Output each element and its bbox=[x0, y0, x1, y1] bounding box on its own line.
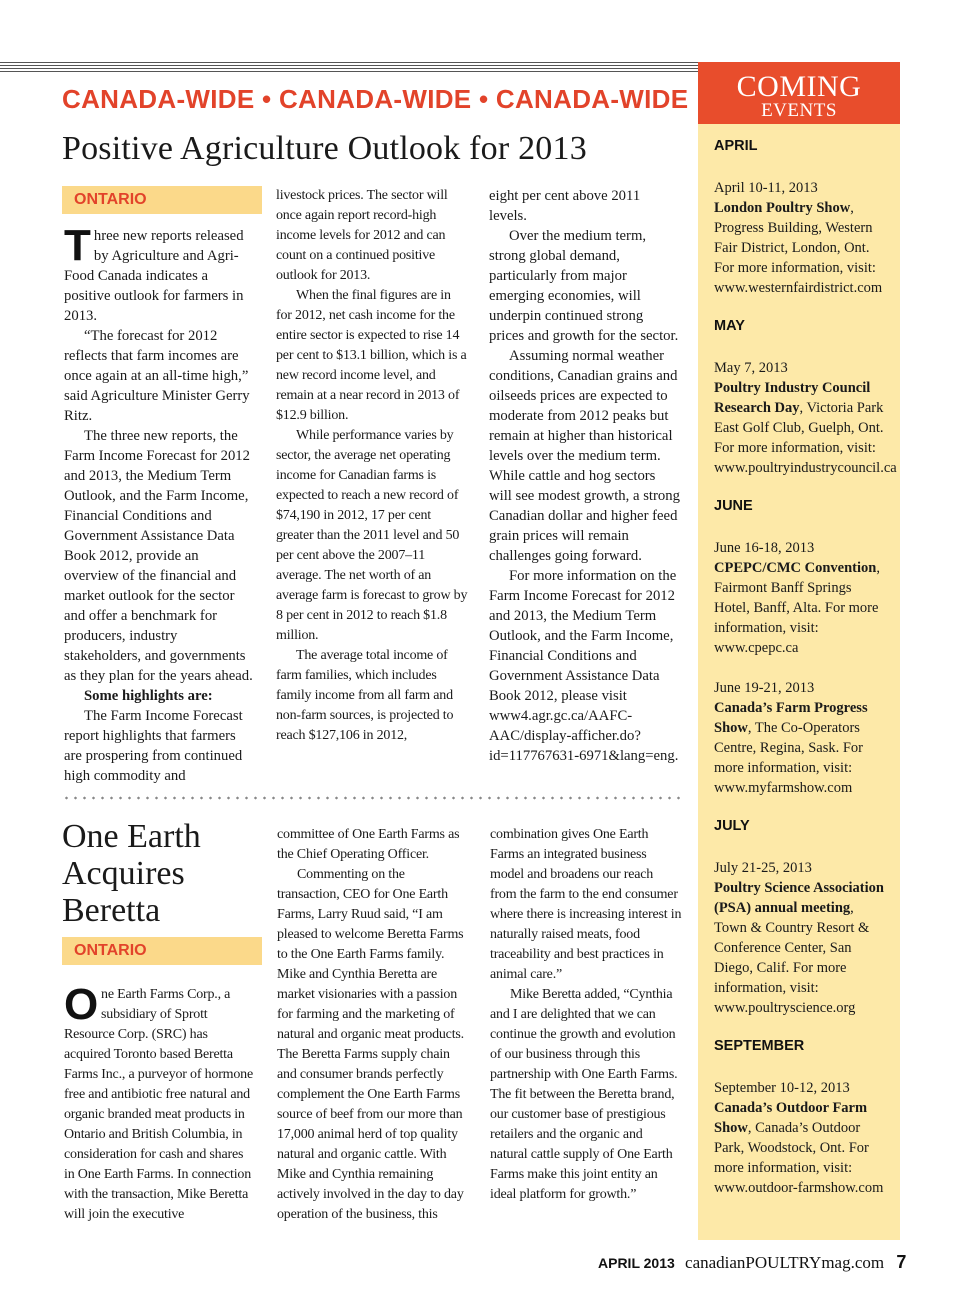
month-september: SEPTEMBER bbox=[714, 1038, 805, 1054]
coming-events-sidebar bbox=[698, 62, 900, 1240]
dotted-divider bbox=[62, 796, 682, 800]
month-may: MAY bbox=[714, 318, 745, 334]
article1-column-1: Three new reports released by Agriculture and Agri-Food Canada indicates a positive outlook for farmers in 2013. “The forecast for 2012 reflects that farm incomes are once again at an all-time high,” said Agriculture Minister Gerry Ritz. The three new reports, the Farm Income Forecast for 2012 and 2013, the Medium Term Outlook, and the Farm Income, Financial Conditions and Government Assistance Data Book 2012, provide an overview of the financial and market outlook for the sector and offer a benchmark for producers, industry stakeholders, and governments as they plan for the years ahead. Some highlights are: The Farm Income Forecast report highlights that farmers are prospering from continued high commodity and bbox=[64, 226, 256, 786]
page-number: 7 bbox=[896, 1252, 907, 1272]
page-footer bbox=[598, 1252, 906, 1273]
dropcap: O bbox=[64, 980, 99, 1029]
article2-region-tag: ONTARIO bbox=[62, 937, 262, 965]
top-rule-lines bbox=[0, 62, 700, 74]
article2-column-1: One Earth Farms Corp., a subsidiary of Sprott Resource Corp. (SRC) has acquired Toronto based Beretta Farms Inc., a purveyor of hormone free and antibiotic free natural and organic branded meat products in Ontario and British Columbia, in consideration for cash and shares in One Earth Farms. In connection with the transaction, Mike Beretta will join the executive bbox=[64, 980, 253, 1222]
event-item: June 19-21, 2013 Canada’s Farm Progress Show, The Co-Operators Centre, Regina, Sask. For more information, visit: www.myfarmshow.com bbox=[714, 680, 868, 796]
section-banner: CANADA-WIDE • CANADA-WIDE • CANADA-WIDE bbox=[62, 84, 689, 114]
article2-column-2: committee of One Earth Farms as the Chief Operating Officer. Commenting on the transaction, CEO for One Earth Farms, Larry Ruud said, “I am pleased to welcome Beretta Farms to the One Earth Farms family. Mike and Cynthia Beretta are market visionaries with a passion for farming and the marketing of natural and organic meat products. The Beretta Farms supply chain and consumer brands perfectly complement the One Earth Farms source of beef from our more than 17,000 animal herd of top quality natural and organic cattle. With Mike and Cynthia remaining actively involved in the day to day operation of the business, this bbox=[277, 827, 464, 1222]
dropcap: T bbox=[64, 221, 91, 270]
highlights-heading: Some highlights are: bbox=[84, 688, 213, 704]
event-item: May 7, 2013 Poultry Industry Council Research Day, Victoria Park East Golf Club, Guelph, Ont. For more information, visit: www.poultryindustrycouncil.ca bbox=[714, 360, 897, 476]
month-april: APRIL bbox=[714, 138, 758, 154]
event-item: April 10-11, 2013 London Poultry Show, Progress Building, Western Fair District, London, Ont. For more information, visit: www.westernfairdistrict.com bbox=[714, 180, 883, 296]
event-item: July 21-25, 2013 Poultry Science Association (PSA) annual meeting, Town & Country Resort & Conference Center, San Diego, Calif. For more information, visit: www.poultryscience.org bbox=[714, 860, 884, 1016]
event-item: September 10-12, 2013 Canada’s Outdoor Farm Show, Canada’s Outdoor Park, Woodstock, Ont. For more information, visit: www.outdoor-farmshow.com bbox=[714, 1080, 884, 1196]
coming-events-header: COMING EVENTS bbox=[698, 62, 900, 124]
month-june: JUNE bbox=[714, 498, 753, 514]
article2-column-3: combination gives One Earth Farms an integrated business model and broadens our reach from the farm to the end consumer where there is increasing interest in naturally raised meats, food traceability and best practices in animal care.” Mike Beretta added, “Cynthia and I are delighted that we can continue the growth and evolution of our business through this partnership with One Earth Farms. The fit between the Beretta brand, our customer base of prestigious retailers and the organic and natural cattle supply of One Earth Farms make this joint entity an ideal platform for growth.” bbox=[490, 827, 682, 1202]
article1-column-2: livestock prices. The sector will once again report record-high income levels for 2012 and can count on a continued positive outlook for 2013. When the final figures are in for 2012, net cash income for the entire sector is expected to rise 14 per cent to $13.1 billion, which is a new record income level, and remain at a near record in 2013 of $12.9 billion. While performance varies by sector, the average net operating income for Canadian farms is expected to reach a new record of $74,190 in 2012, 17 per cent greater than the 2011 level and 50 per cent above the 2007–11 average. The net worth of an average farm is forecast to grow by 8 per cent in 2012 to reach $1.8 million. The average total income of farm families, which includes family income from all farm and non-farm sources, is projected to reach $127,106 in 2012, bbox=[276, 188, 468, 743]
month-july: JULY bbox=[714, 818, 750, 834]
magazine-site: canadianPOULTRYmag.com bbox=[685, 1253, 885, 1272]
article1-headline: Positive Agriculture Outlook for 2013 bbox=[62, 130, 587, 167]
article1-column-3: eight per cent above 2011 levels. Over the medium term, strong global demand, particularly from major emerging economies, will underpin continued strong prices and growth for the sector. Assuming normal weather conditions, Canadian grains and oilseeds prices are expected to moderate from 2012 peaks but remain at higher than historical levels over the medium term. While cattle and hog sectors will see modest growth, a strong Canadian dollar and higher feed grain prices will remain challenges going forward. For more information on the Farm Income Forecast for 2012 and 2013, the Medium Term Outlook, and the Farm Income, Financial Conditions and Government Assistance Data Book 2012, please visit www4.agr.gc.ca/AAFC-AAC/display-afficher.do?id=117767631-6971&lang=eng. bbox=[489, 188, 680, 764]
event-item: June 16-18, 2013 CPEPC/CMC Convention, Fairmont Banff Springs Hotel, Banff, Alta. For more information, visit: www.cpepc.ca bbox=[714, 540, 880, 656]
issue-date: APRIL 2013 bbox=[598, 1255, 675, 1271]
article1-region-tag: ONTARIO bbox=[62, 186, 262, 214]
article2-headline: One Earth Acquires Beretta bbox=[62, 818, 201, 929]
